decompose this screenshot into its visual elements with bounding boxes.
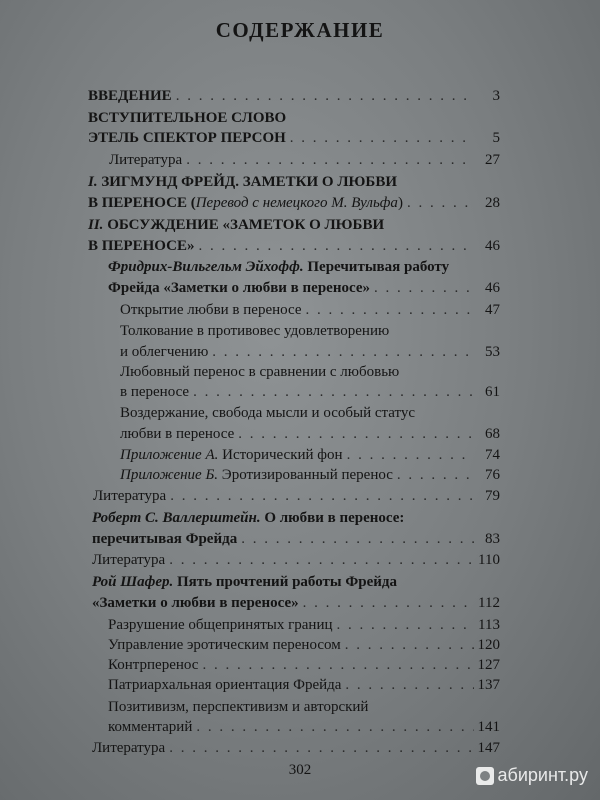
- toc-page-number: 79: [485, 488, 500, 504]
- dot-leader: [374, 278, 474, 298]
- toc-page-number: 110: [478, 552, 500, 568]
- labirint-logo-icon: [476, 767, 494, 785]
- toc-entry-main: Пять прочтений работы Фрейда: [173, 574, 397, 590]
- toc-entry-main: перечитывая Фрейда: [92, 531, 238, 547]
- toc-entry: [108, 717, 500, 737]
- toc-entry-italic: I.: [88, 174, 98, 190]
- dot-leader: [306, 300, 474, 320]
- toc-entry-main: Толкование в противовес удовлетворению: [120, 323, 390, 339]
- toc-entry-text: [120, 445, 343, 465]
- toc-page-number: 137: [477, 677, 500, 693]
- toc-entry: [120, 382, 500, 402]
- toc-entry-text: [108, 717, 192, 737]
- toc-entry-main: Литература: [93, 488, 167, 504]
- toc-entry: [120, 403, 500, 423]
- toc-entry-italic: Приложение А.: [120, 447, 219, 463]
- toc-page-number: 76: [485, 467, 500, 483]
- toc-entry-main: Исторический фон: [218, 447, 343, 463]
- dot-leader: [170, 486, 474, 506]
- toc-entry-suffix: ): [397, 195, 403, 211]
- toc-entry: [108, 615, 500, 635]
- toc-entry: [88, 193, 500, 213]
- toc-entry-main: ВСТУПИТЕЛЬНОЕ СЛОВО: [88, 110, 287, 126]
- toc-entry-text: [88, 172, 397, 192]
- toc-entry-main: Позитивизм, перспективизм и авторский: [108, 699, 369, 715]
- toc-page-number: 74: [485, 447, 500, 463]
- dot-leader: [176, 86, 474, 106]
- toc-entry-text: [108, 615, 333, 635]
- toc-entry-main: Эротизированный перенос: [218, 467, 393, 483]
- toc-entry: [120, 445, 500, 465]
- toc-entry-text: [88, 193, 403, 213]
- dot-leader: [186, 150, 474, 170]
- dot-leader: [337, 615, 475, 635]
- toc-entry: [108, 697, 500, 717]
- toc-entry-italic: Перевод с немецкого М. Вульфа: [195, 195, 398, 211]
- toc-entry: [92, 529, 500, 549]
- toc-entry-text: [108, 635, 341, 655]
- watermark: [476, 765, 588, 786]
- toc-entry: [108, 278, 500, 298]
- toc-entry-text: [88, 215, 384, 235]
- dot-leader: [290, 128, 474, 148]
- toc-entry: [108, 655, 500, 675]
- dot-leader: [198, 236, 474, 256]
- toc-entry-main: В ПЕРЕНОСЕ (: [88, 195, 196, 211]
- dot-leader: [241, 529, 474, 549]
- toc-page-number: 127: [477, 657, 500, 673]
- toc-entry-main: Любовный перенос в сравнении с любовью: [120, 364, 400, 380]
- dot-leader: [303, 593, 474, 613]
- toc-entry-text: [108, 675, 341, 695]
- toc-entry-italic: Рой Шафер.: [92, 574, 174, 590]
- toc-page-number: 61: [485, 384, 500, 400]
- toc-entry: [92, 738, 500, 758]
- toc-entry-text: [88, 108, 286, 128]
- dot-leader: [169, 738, 473, 758]
- toc-entry-text: [120, 403, 415, 423]
- toc-entry-main: В ПЕРЕНОСЕ»: [88, 238, 195, 254]
- toc-entry: [92, 550, 500, 570]
- toc-page-number: 46: [485, 280, 500, 296]
- dot-leader: [238, 424, 474, 444]
- toc-entry-text: [92, 572, 397, 592]
- toc-entry-text: [88, 128, 286, 148]
- toc-entry-text: [93, 486, 166, 506]
- dot-leader: [397, 465, 474, 485]
- dot-leader: [345, 675, 473, 695]
- toc-entry-text: [92, 508, 404, 528]
- toc-entry-main: ЗИГМУНД ФРЕЙД. ЗАМЕТКИ О ЛЮБВИ: [97, 174, 398, 190]
- toc-entry: [120, 424, 500, 444]
- toc-page-number: 120: [477, 637, 500, 653]
- toc-page-number: 68: [485, 426, 500, 442]
- toc-entry: [120, 362, 500, 382]
- toc-entry-main: «Заметки о любви в переносе»: [92, 595, 299, 611]
- toc-entry-italic: Роберт С. Валлерштейн.: [92, 510, 261, 526]
- toc-entry-main: Литература: [109, 152, 183, 168]
- toc-entry: [92, 508, 500, 528]
- toc-entry-italic: II.: [88, 217, 104, 233]
- toc-entry: [88, 108, 500, 128]
- toc-entry-text: [88, 86, 172, 106]
- toc-entry-text: [92, 529, 237, 549]
- toc-entry-text: [120, 300, 302, 320]
- toc-entry: [108, 635, 500, 655]
- toc-entry-text: [120, 424, 234, 444]
- toc-entry-italic: Фридрих-Вильгельм Эйхофф.: [108, 259, 304, 275]
- toc-entry: [88, 128, 500, 148]
- toc-entry: [88, 172, 500, 192]
- toc-page-number: 27: [485, 152, 500, 168]
- toc-entry: [92, 593, 500, 613]
- toc-entry-main: Управление эротическим переносом: [108, 637, 341, 653]
- toc-page-number: 113: [478, 617, 500, 633]
- dot-leader: [345, 635, 474, 655]
- toc-entry-main: Литература: [92, 552, 166, 568]
- toc-entry: [93, 486, 500, 506]
- toc-entry: [109, 150, 500, 170]
- toc-entry: [120, 342, 500, 362]
- toc-entry-main: любви в переносе: [120, 426, 235, 442]
- toc-entry-main: Контрперенос: [108, 657, 199, 673]
- toc-page-number: 53: [485, 344, 500, 360]
- dot-leader: [169, 550, 474, 570]
- toc-entry: [120, 300, 500, 320]
- toc-entry-main: Фрейда «Заметки о любви в переносе»: [108, 280, 370, 296]
- dot-leader: [407, 193, 474, 213]
- toc-entry-text: [120, 382, 189, 402]
- toc-page-number: 3: [492, 88, 500, 104]
- toc-entry-text: [109, 150, 182, 170]
- toc-page-number: 112: [478, 595, 500, 611]
- toc-entry-text: [88, 236, 194, 256]
- toc-entry: [120, 465, 500, 485]
- toc-entry-text: [92, 550, 165, 570]
- toc-entry-main: Литература: [92, 740, 166, 756]
- dot-leader: [202, 655, 473, 675]
- dot-leader: [347, 445, 474, 465]
- toc-entry-main: Разрушение общепринятых границ: [108, 617, 333, 633]
- toc-entry: [88, 86, 500, 106]
- dot-leader: [196, 717, 473, 737]
- toc-page-number: 147: [477, 740, 500, 756]
- toc-entry-main: ОБСУЖДЕНИЕ «ЗАМЕТОК О ЛЮБВИ: [103, 217, 385, 233]
- dot-leader: [212, 342, 474, 362]
- toc-entry-text: [108, 257, 449, 277]
- toc-entry: [120, 321, 500, 341]
- toc-entry-italic: Приложение Б.: [120, 467, 219, 483]
- dot-leader: [193, 382, 474, 402]
- toc-entry-main: комментарий: [108, 719, 193, 735]
- toc-entry-text: [108, 655, 198, 675]
- toc-entry-text: [120, 362, 399, 382]
- toc-entry-text: [92, 593, 299, 613]
- toc-entry: [92, 572, 500, 592]
- toc-entry-text: [108, 697, 368, 717]
- toc-entry: [88, 215, 500, 235]
- toc-entry-text: [120, 321, 389, 341]
- toc-entry-text: [120, 342, 208, 362]
- toc-entry: [88, 236, 500, 256]
- watermark-text: абиринт.ру: [497, 765, 588, 785]
- toc-entry: [108, 675, 500, 695]
- toc-entry-text: [120, 465, 393, 485]
- toc-page-number: 28: [485, 195, 500, 211]
- toc-entry-text: [92, 738, 165, 758]
- toc-entry-main: Воздержание, свобода мысли и особый статус: [120, 405, 416, 421]
- toc-entry-main: ЭТЕЛЬ СПЕКТОР ПЕРСОН: [88, 130, 286, 146]
- toc-page-number: 46: [485, 238, 500, 254]
- toc-entry-main: в переносе: [120, 384, 190, 400]
- toc-entry-main: и облегчению: [120, 344, 209, 360]
- toc-page-number: 5: [492, 130, 500, 146]
- page-number: 302: [288, 762, 312, 778]
- toc-entry-main: ВВЕДЕНИЕ: [88, 88, 172, 104]
- toc-entry-text: [108, 278, 370, 298]
- toc-entry-main: О любви в переносе:: [260, 510, 405, 526]
- toc-page-number: 47: [485, 302, 500, 318]
- page-title: СОДЕРЖАНИЕ: [215, 18, 385, 42]
- toc-page-number: 141: [477, 719, 500, 735]
- toc-page-number: 83: [485, 531, 500, 547]
- toc-entry-main: Перечитывая работу: [303, 259, 450, 275]
- toc-entry: [108, 257, 500, 277]
- toc-entry-main: Открытие любви в переносе: [120, 302, 302, 318]
- toc-entry-main: Патриархальная ориентация Фрейда: [108, 677, 342, 693]
